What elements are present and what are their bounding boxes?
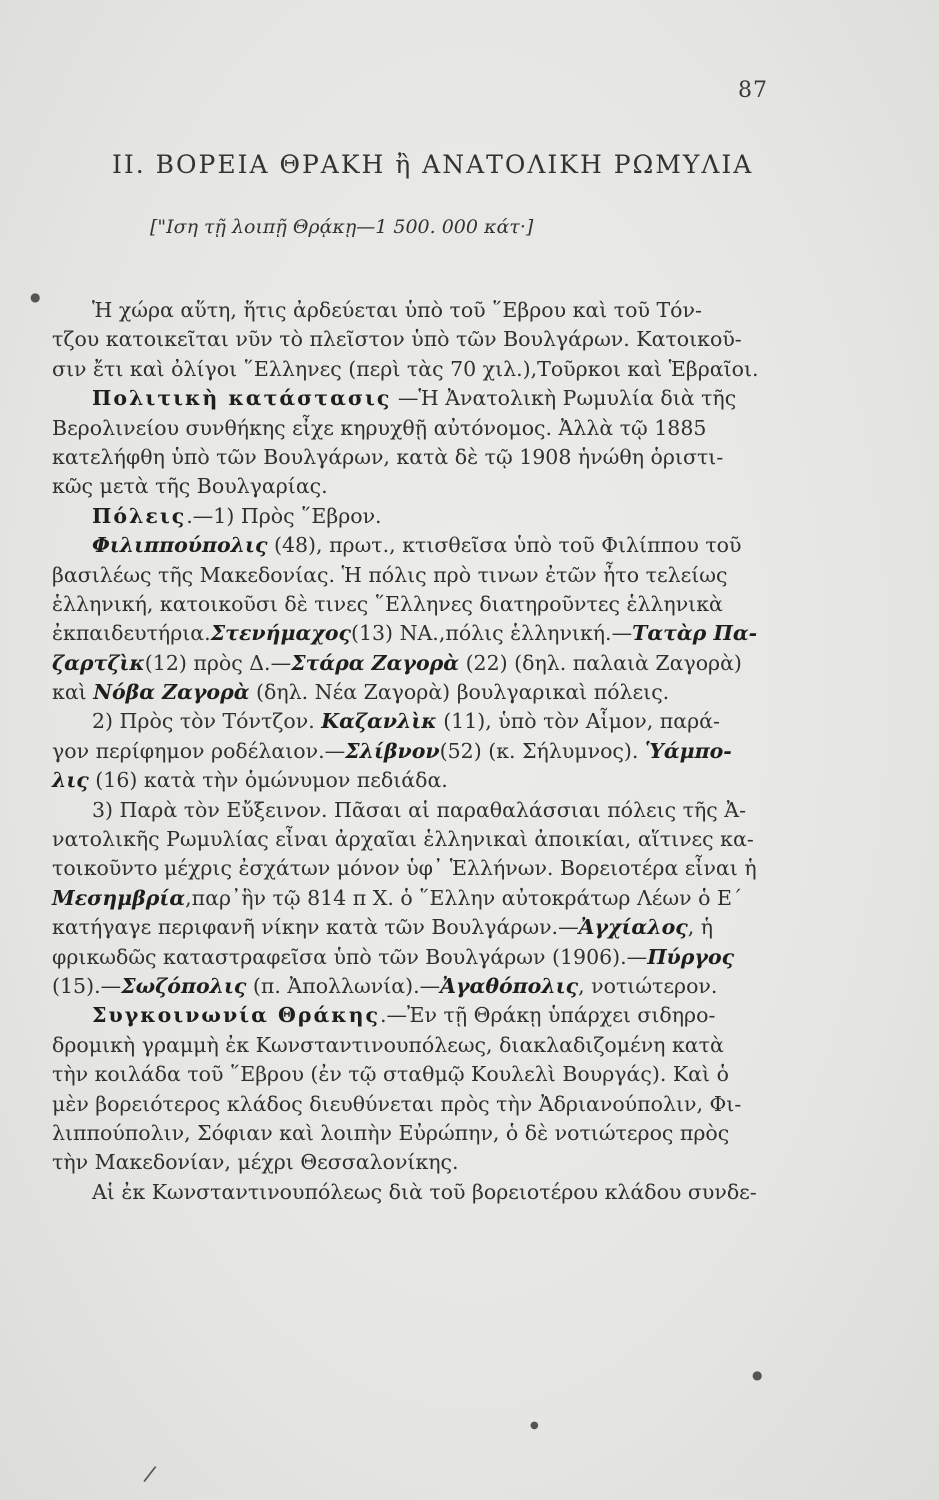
text-run: 3) Παρὰ τὸν Εὔξεινον. Πᾶσαι αἱ παραθαλάσσιαι πόλεις τῆς Ἀ- xyxy=(92,797,747,822)
text-line xyxy=(52,649,792,678)
text-line xyxy=(52,737,792,766)
text-run: .—Ἐν τῇ Θράκῃ ὑπάρχει σιδηρο- xyxy=(380,1003,716,1028)
text-line xyxy=(52,854,792,883)
text-line xyxy=(52,796,792,825)
place-name: Σωζόπολις xyxy=(121,973,247,998)
text-run: τὴν κοιλάδα τοῦ ῞Εβρου (ἐν τῷ σταθμῷ Κουλελὶ Βουργάς). Καὶ ὁ xyxy=(52,1062,729,1087)
text-run: νατολικῆς Ρωμυλίας εἶναι ἀρχαῖαι ἑλληνικαὶ ἀποικίαι, αἵτινες κα- xyxy=(52,827,754,852)
section-heading: Πολιτικὴ κατάστασις xyxy=(92,386,392,411)
chapter-subtitle: ["Ιση τῇ λοιπῇ Θρᾴκῃ—1 500. 000 κάτ·] xyxy=(150,216,534,238)
body-text xyxy=(52,296,792,1207)
text-line xyxy=(52,531,792,560)
text-run: (22) (δηλ. παλαιὰ Ζαγορὰ) xyxy=(459,650,742,675)
text-line xyxy=(52,1031,792,1060)
text-run: σιν ἔτι καὶ ὀλίγοι ῞Ελληνες (περὶ τὰς 70 χιλ.),Τοῦρκοι καὶ Ἑβραῖοι. xyxy=(52,356,759,381)
text-line xyxy=(52,1178,792,1207)
place-name: Ὑάμπο- xyxy=(644,738,732,763)
text-line xyxy=(52,414,792,443)
text-run: 2) Πρὸς τὸν Τόντζον. xyxy=(92,709,322,734)
place-name: Φιλιππούπολις xyxy=(92,533,268,558)
place-name: Ἀγχίαλος xyxy=(578,915,688,940)
text-run: , νοτιώτερον. xyxy=(578,973,718,998)
text-run: , ἡ xyxy=(687,915,714,940)
text-run: ἐκπαιδευτήρια. xyxy=(52,621,211,646)
ink-dot: ● xyxy=(30,290,41,304)
text-run: (π. Ἀπολλωνία).— xyxy=(246,973,441,998)
place-name: Μεσημβρία xyxy=(52,885,186,910)
pencil-mark: / xyxy=(141,1461,158,1488)
text-run: καὶ xyxy=(52,680,94,705)
text-run: κατήγαγε περιφανῆ νίκην κατὰ τῶν Βουλγάρων.— xyxy=(52,915,579,940)
text-line xyxy=(52,472,792,501)
text-run: τὴν Μακεδονίαν, μέχρι Θεσσαλονίκης. xyxy=(52,1150,459,1175)
text-run: φρικωδῶς καταστραφεῖσα ὑπὸ τῶν Βουλγάρων (1906).— xyxy=(52,944,648,969)
chapter-title: ΙΙ. ΒΟΡΕΙΑ ΘΡΑΚΗ ἢ ΑΝΑΤΟΛΙΚΗ ΡΩΜΥΛΙΑ xyxy=(112,150,754,179)
text-line xyxy=(52,1090,792,1119)
text-run: τοικοῦντο μέχρις ἐσχάτων μόνον ὑφ᾽ Ἑλλήνων. Βορειοτέρα εἶναι ἡ xyxy=(52,856,757,881)
text-line xyxy=(52,384,792,413)
text-run: ,παρ᾽ἣν τῷ 814 π Χ. ὁ ῞Ελλην αὐτοκράτωρ Λέων ὁ Ε΄ xyxy=(185,885,743,910)
text-run: (48), πρωτ., κτισθεῖσα ὑπὸ τοῦ Φιλίππου τοῦ xyxy=(267,533,742,558)
place-name: Τατὰρ Πα- xyxy=(632,621,758,646)
text-run: (13) ΝΑ.,πόλις ἑλληνική.— xyxy=(350,621,633,646)
place-name: Ἀγαθόπολις xyxy=(440,973,579,998)
text-run: (15).— xyxy=(52,973,122,998)
text-run: Αἱ ἐκ Κωνσταντινουπόλεως διὰ τοῦ βορειοτέρου κλάδου συνδε- xyxy=(92,1179,757,1204)
text-line xyxy=(52,972,792,1001)
text-run: —Ἡ Ἀνατολικὴ Ρωμυλία διὰ τῆς xyxy=(391,386,737,411)
text-line xyxy=(52,561,792,590)
text-line xyxy=(52,590,792,619)
text-run: κατελήφθη ὑπὸ τῶν Βουλγάρων, κατὰ δὲ τῷ 1908 ἡνώθη ὁριστι- xyxy=(52,444,724,469)
ink-dot: ● xyxy=(752,1368,763,1382)
text-line xyxy=(52,707,792,736)
text-run: δρομικὴ γραμμὴ ἐκ Κωνσταντινουπόλεως, διακλαδιζομένη κατὰ xyxy=(52,1032,724,1057)
place-name: Πύργος xyxy=(647,944,735,969)
text-run: τζου κατοικεῖται νῦν τὸ πλεῖστον ὑπὸ τῶν Βουλγάρων. Κατοικοῦ- xyxy=(52,327,742,352)
text-line xyxy=(52,1001,792,1030)
place-name: ζαρτζὶκ xyxy=(52,650,145,675)
text-run: ἑλληνική, κατοικοῦσι δὲ τινες ῞Ελληνες διατηροῦντες ἑλληνικὰ xyxy=(52,591,723,616)
place-name: Σλίβνον xyxy=(345,738,440,763)
text-line xyxy=(52,1060,792,1089)
text-run: (12) πρὸς Δ.— xyxy=(144,650,292,675)
text-line xyxy=(52,678,792,707)
text-run: (16) κατὰ τὴν ὁμώνυμον πεδιάδα. xyxy=(88,768,448,793)
text-run: .—1) Πρὸς ῞Εβρον. xyxy=(186,503,382,528)
text-run: Βερολινείου συνθήκης εἶχε κηρυχθῇ αὐτόνομος. Ἀλλὰ τῷ 1885 xyxy=(52,415,707,440)
text-line xyxy=(52,443,792,472)
place-name: Καζανλὶκ xyxy=(321,709,437,734)
text-line xyxy=(52,1148,792,1177)
place-name: Νόβα Ζαγορὰ xyxy=(93,680,250,705)
text-line xyxy=(52,325,792,354)
section-heading: Συγκοινωνία Θράκης xyxy=(92,1003,381,1028)
text-run: μὲν βορειότερος κλάδος διευθύνεται πρὸς τὴν Ἀδριανούπολιν, Φι- xyxy=(52,1091,742,1116)
text-run: (11), ὑπὸ τὸν Αἷμον, παρά- xyxy=(436,709,720,734)
text-run: βασιλέως τῆς Μακεδονίας. Ἡ πόλις πρὸ τινων ἐτῶν ἦτο τελείως xyxy=(52,562,728,587)
place-name: λις xyxy=(52,768,89,793)
text-line xyxy=(52,355,792,384)
text-line xyxy=(52,766,792,795)
text-line xyxy=(52,619,792,648)
text-line xyxy=(52,825,792,854)
text-run: Ἡ χώρα αὕτη, ἥτις ἀρδεύεται ὑπὸ τοῦ ῞Εβρου καὶ τοῦ Τόν- xyxy=(92,298,702,322)
text-line xyxy=(52,913,792,942)
section-heading: Πόλεις xyxy=(92,503,187,528)
text-run: λιππούπολιν, Σόφιαν καὶ λοιπὴν Εὐρώπην, ὁ δὲ νοτιώτερος πρὸς xyxy=(52,1120,730,1145)
text-run: (δηλ. Νέα Ζαγορὰ) βουλγαρικαὶ πόλεις. xyxy=(249,680,670,705)
text-line xyxy=(52,296,792,325)
text-run: κῶς μετὰ τῆς Βουλγαρίας. xyxy=(52,474,328,499)
place-name: Στενήμαχος xyxy=(210,621,351,646)
text-line xyxy=(52,943,792,972)
text-line xyxy=(52,1119,792,1148)
page-number: 87 xyxy=(738,78,768,103)
text-line xyxy=(52,884,792,913)
text-line xyxy=(52,502,792,531)
text-run: (52) (κ. Σήλυμνος). xyxy=(439,738,645,763)
place-name: Στάρα Ζαγορὰ xyxy=(291,650,460,675)
ink-dot: ● xyxy=(530,1420,539,1431)
text-run: γον περίφημον ροδέλαιον.— xyxy=(52,738,346,763)
